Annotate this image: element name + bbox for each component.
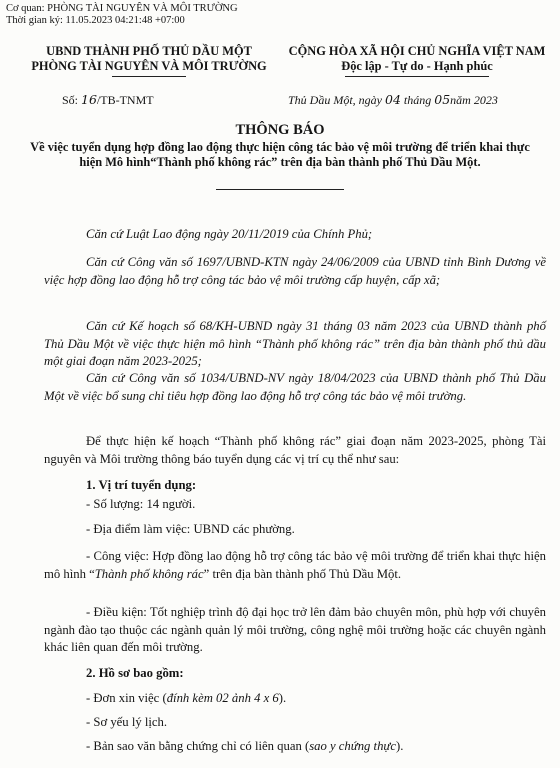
dossier-item-cv: - Sơ yếu lý lịch.: [86, 715, 168, 729]
national-header: [282, 44, 552, 74]
document-date: Thủ Dầu Một, ngày 04 tháng 05năm 2023: [288, 92, 498, 107]
handwritten-day: 04: [385, 92, 401, 107]
document-number: Số: 16/TB-TNMT: [62, 92, 154, 107]
job-conditions: - Điều kiện: Tốt nghiệp trình độ đại học trở lên đảm bảo chuyên môn, phù hợp với chuyên ngành đào tạo thuộc các ngành quản lý môi trường, công nghệ môi trường hoặc các chuyên ngành khác liên quan đến môi trường.: [44, 605, 546, 655]
section-1-heading: 1. Vị trí tuyển dụng:: [86, 478, 197, 492]
legal-basis-4: Căn cứ Công văn số 1034/UBND-NV ngày 18/04/2023 của UBND thành phố Thủ Dầu Một về việc bổ sung chỉ tiêu hợp đồng lao động hỗ trợ công tác bảo vệ môi trường.: [44, 371, 546, 403]
legal-basis-3: Căn cứ Kế hoạch số 68/KH-UBND ngày 31 tháng 03 năm 2023 của UBND thành phố Thủ Dầu Một về việc thực hiện mô hình “Thành phố không rác” trên địa bàn thành phố thủ dầu một giai đoạn năm 2023-2025;: [44, 319, 546, 369]
country-name: CỘNG HÒA XÃ HỘI CHỦ NGHĨA VIỆT NAM: [288, 44, 546, 58]
issuing-agency: [20, 44, 278, 74]
subtitle-underline: [216, 189, 344, 190]
job-description: - Công việc: Hợp đồng lao động hỗ trợ công tác bảo vệ môi trường để triển khai thực hiện mô hình “Thành phố không rác” trên địa bàn thành phố Thủ Dầu Một.: [44, 549, 546, 581]
motto: Độc lập - Tự do - Hạnh phúc: [341, 59, 493, 73]
legal-basis-1: Căn cứ Luật Lao động ngày 20/11/2019 của Chính Phủ;: [86, 227, 373, 241]
handwritten-month: 05: [434, 92, 451, 107]
section-2-heading: 2. Hồ sơ bao gồm:: [86, 666, 184, 680]
intro-paragraph: Để thực hiện kế hoạch “Thành phố không rác” giai đoạn năm 2023-2025, phòng Tài nguyên và Môi trường thông báo tuyển dụng các vị trí cụ thể như sau:: [44, 434, 546, 466]
recruit-quantity: - Số lượng: 14 người.: [86, 497, 196, 511]
handwritten-number: 16: [81, 92, 97, 107]
stamp-agency: Cơ quan: PHÒNG TÀI NGUYÊN VÀ MÔI TRƯỜNG: [6, 3, 238, 14]
stamp-time: Thời gian ký: 11.05.2023 04:21:48 +07:00: [6, 15, 185, 26]
document-title: THÔNG BÁO: [235, 122, 325, 138]
agency-parent: UBND THÀNH PHỐ THỦ DẦU MỘT: [46, 44, 252, 58]
dossier-item-application: - Đơn xin việc (đính kèm 02 ảnh 4 x 6).: [86, 691, 287, 705]
motto-underline: [345, 76, 489, 77]
legal-basis-2: Căn cứ Công văn số 1697/UBND-KTN ngày 24/06/2009 của UBND tỉnh Bình Dương về việc hợp đồng lao động hỗ trợ công tác bảo vệ môi trường cấp huyện, cấp xã;: [44, 255, 546, 287]
signature-stamp: [6, 3, 238, 27]
dossier-item-certificates: - Bản sao văn bằng chứng chỉ có liên quan (sao y chứng thực).: [86, 739, 404, 753]
work-location: - Địa điểm làm việc: UBND các phường.: [86, 522, 295, 536]
agency-underline: [112, 76, 186, 77]
document-subtitle: Về việc tuyển dụng hợp đồng lao động thực hiện công tác bảo vệ môi trường để triển khai thực hiện Mô hình“Thành phố không rác” trên địa bàn thành phố Thủ Dầu Một.: [30, 140, 530, 169]
agency-name: PHÒNG TÀI NGUYÊN VÀ MÔI TRƯỜNG: [31, 59, 267, 73]
